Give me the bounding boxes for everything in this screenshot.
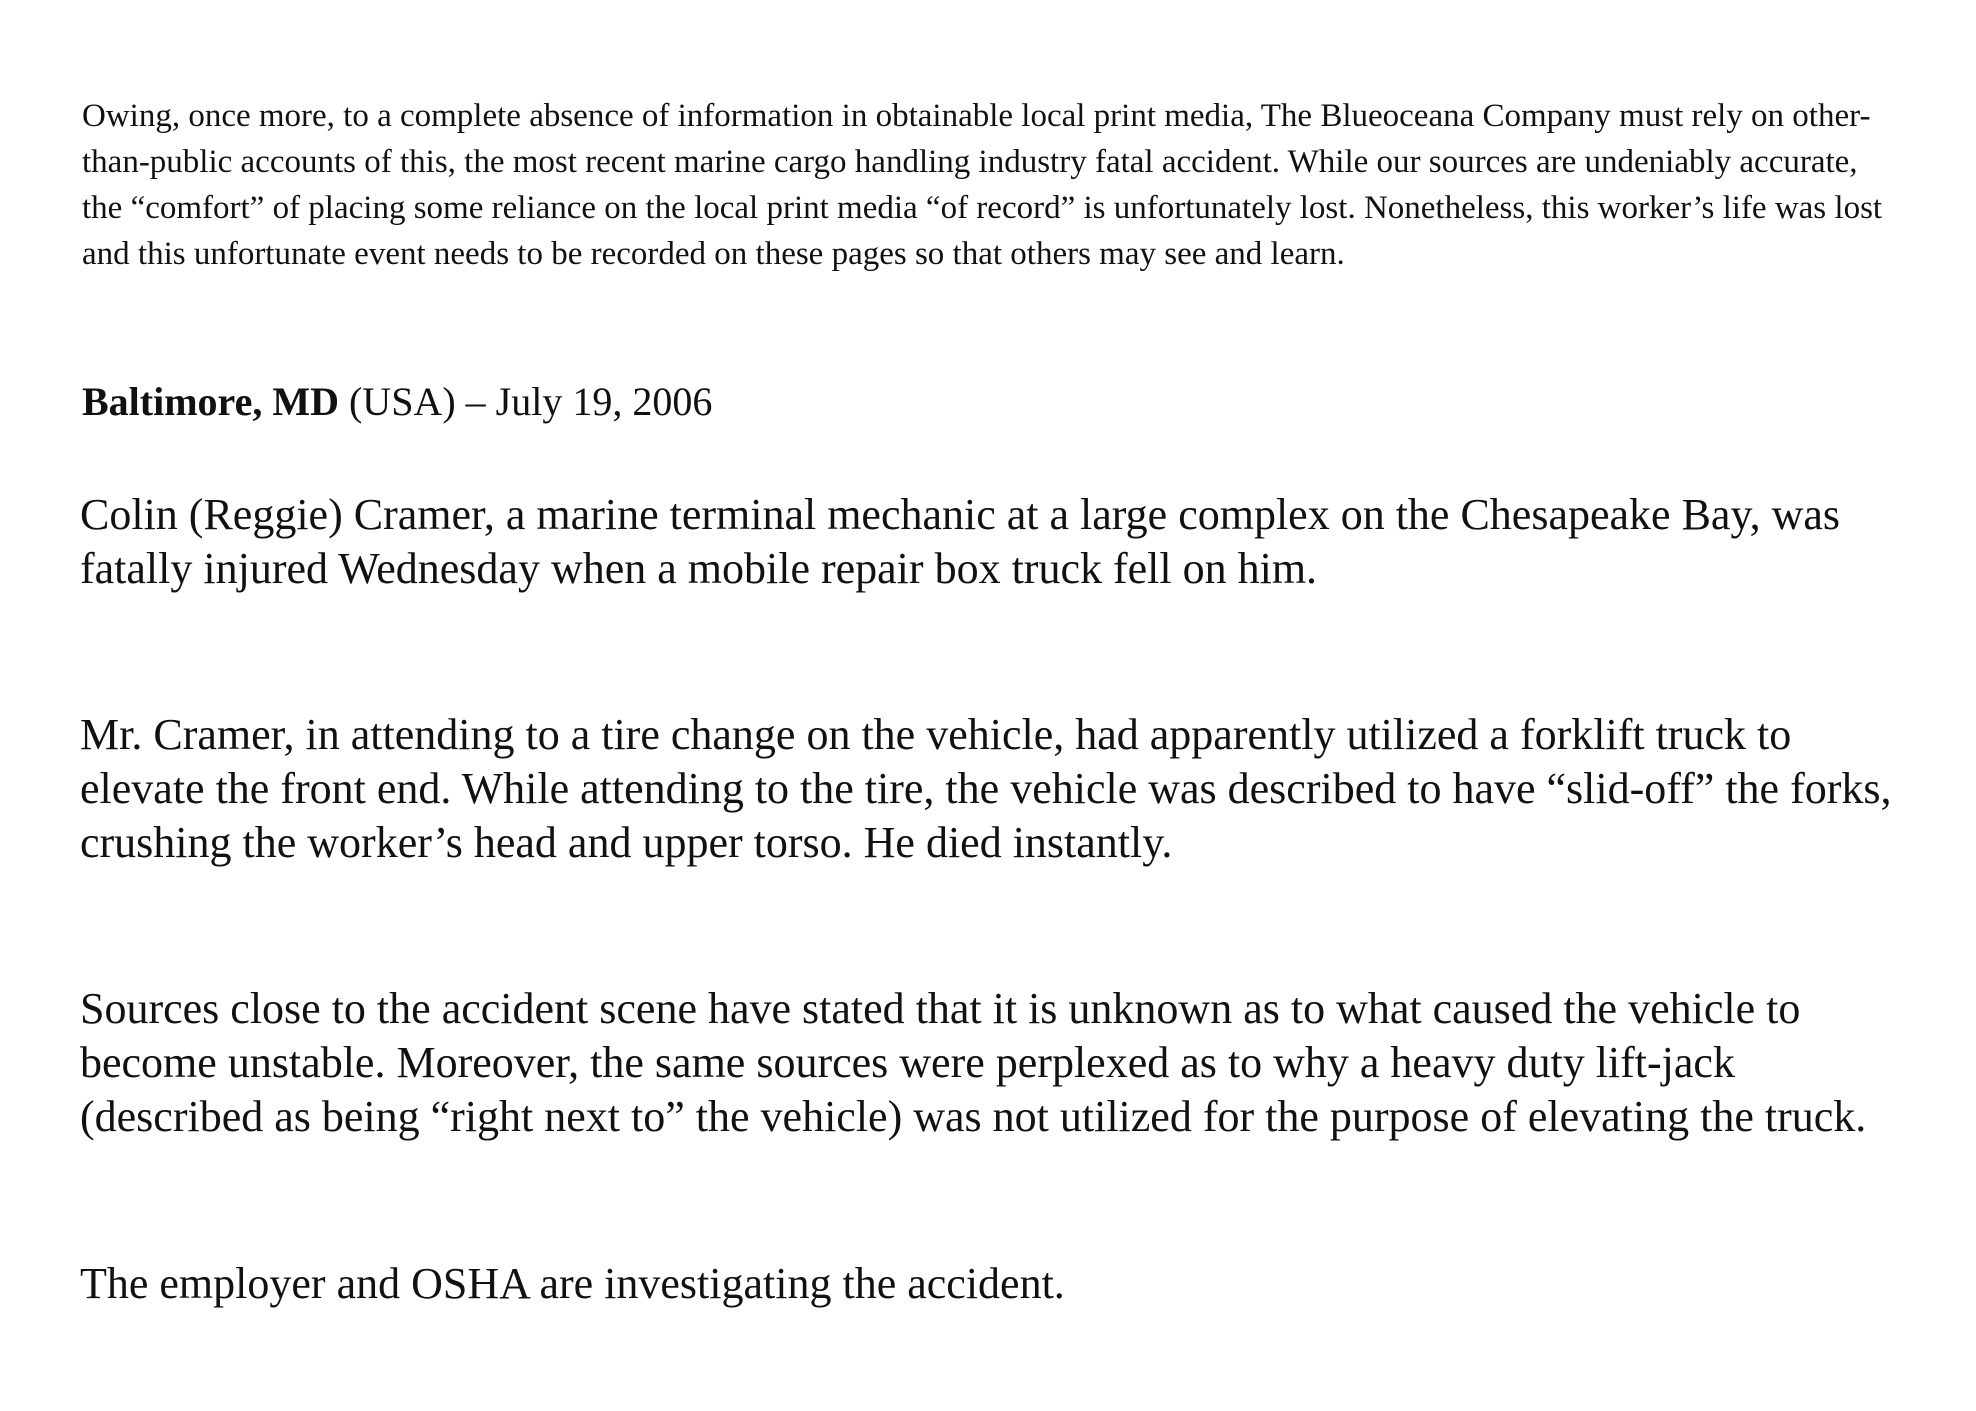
body-paragraph-4: The employer and OSHA are investigating the accident. xyxy=(80,1259,1065,1308)
dateline-rest: (USA) – July 19, 2006 xyxy=(338,379,713,424)
dateline-location: Baltimore, MD xyxy=(82,379,339,424)
intro-paragraph: Owing, once more, to a complete absence of information in obtainable local print media, The Blueoceana Company must rely on other-than-public accounts of this, the most recent marine cargo handling industry fatal accident. While our sources are undeniably accurate, the “comfort” of placing some reliance on the local print media “of record” is unfortunately lost. Nonetheless, this worker’s life was lost and this unfortunate event needs to be recorded on these pages so that others may see and learn. xyxy=(82,98,1883,272)
body-paragraph-3: Sources close to the accident scene have stated that it is unknown as to what caused the vehicle to become unstable. Moreover, the same sources were perplexed as to why a heavy duty lift-jack (described as being “right next to” the vehicle) was not utilized for the purpose of elevating the truck. xyxy=(80,984,1867,1141)
dateline xyxy=(82,375,1882,429)
body-paragraph-1: Colin (Reggie) Cramer, a marine terminal mechanic at a large complex on the Chesapeake Bay, was fatally injured Wednesday when a mobile repair box truck fell on him. xyxy=(80,490,1841,593)
body-paragraph-2: Mr. Cramer, in attending to a tire change on the vehicle, had apparently utilized a forklift truck to elevate the front end. While attending to the tire, the vehicle was described to have “slid-off” the forks, crushing the worker’s head and upper torso. He died instantly. xyxy=(80,710,1892,867)
